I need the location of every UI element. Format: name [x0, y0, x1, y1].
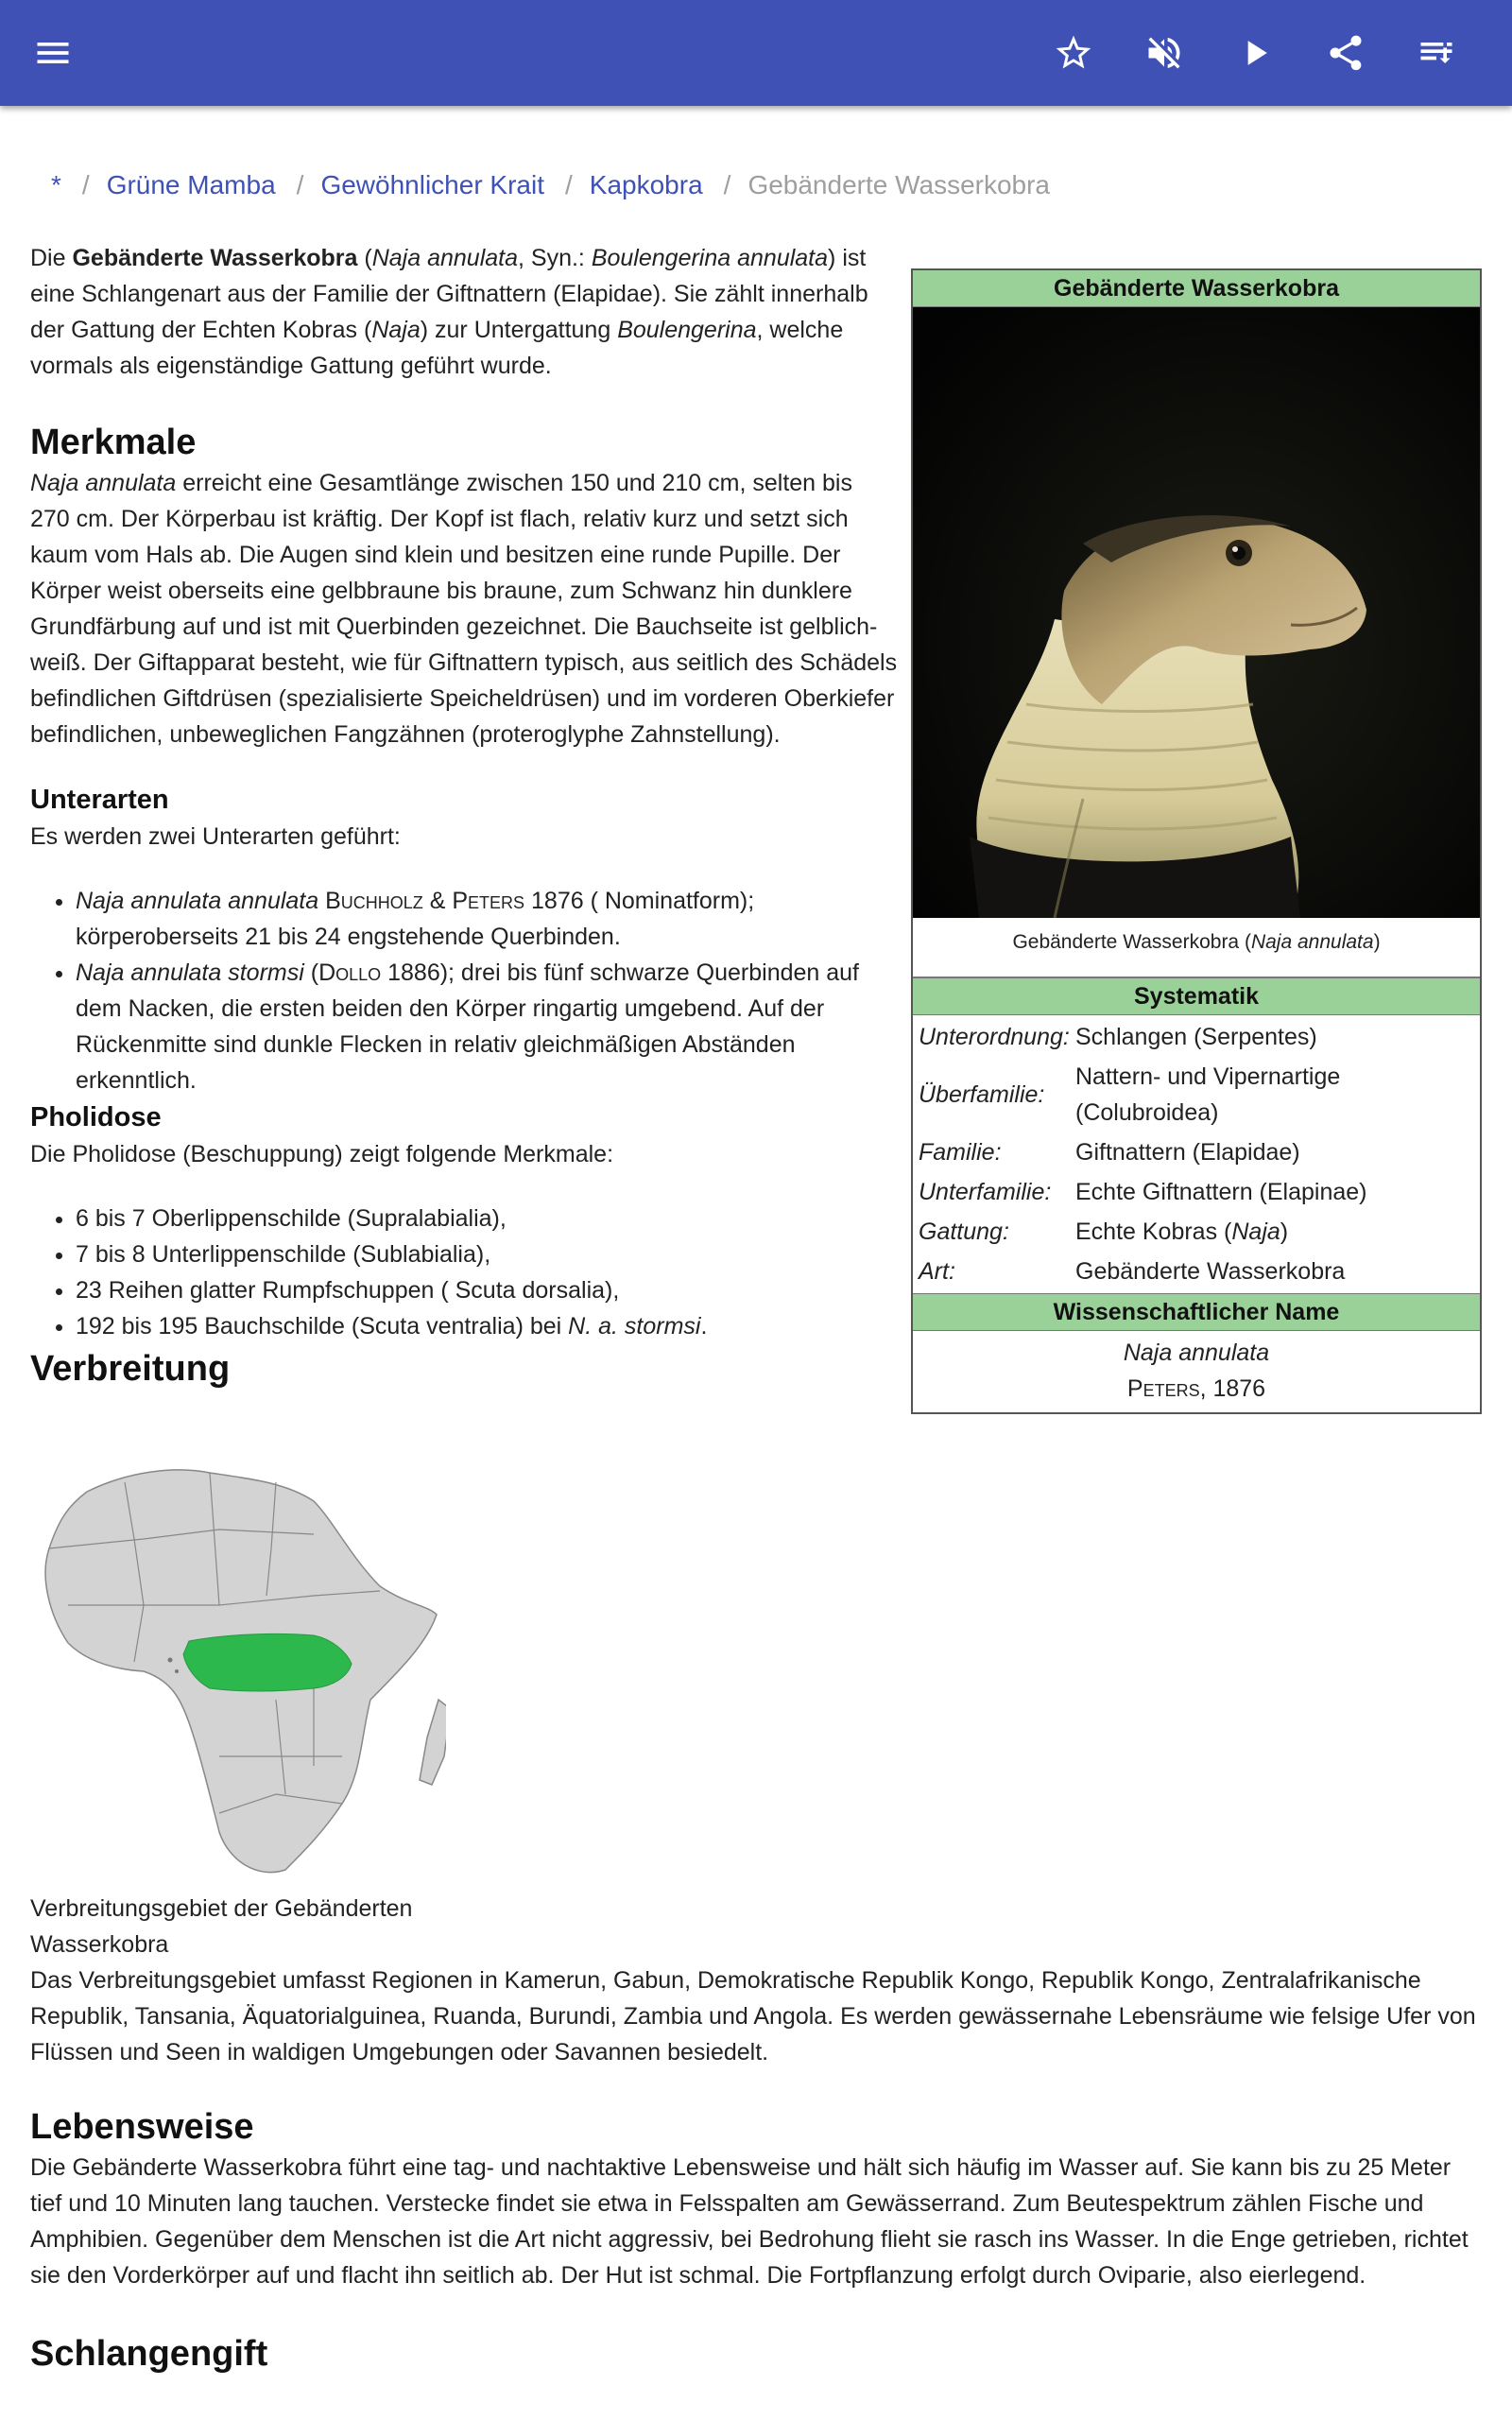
heading-lebensweise: Lebensweise — [30, 2107, 254, 2147]
distribution-map — [30, 1454, 446, 1889]
pholidose-intro: Die Pholidose (Beschuppung) zeigt folgende Merkmale: — [30, 1141, 614, 1167]
infobox — [911, 268, 1482, 1414]
taxonomy-row: Familie: Giftnattern (Elapidae) — [919, 1139, 1300, 1166]
heading-pholidose: Pholidose — [30, 1102, 162, 1132]
share-icon — [1325, 32, 1366, 74]
infobox-systematik-heading: Systematik — [913, 977, 1480, 1015]
heading-schlangengift: Schlangengift — [30, 2334, 268, 2374]
taxonomy-table — [913, 1015, 1480, 1293]
lebensweise-paragraph: Die Gebänderte Wasserkobra führt eine tag- und nachtaktive Lebensweise und hält sich häufig im Wasser auf. Sie kann bis zu 25 Meter tief und 10 Minuten lang tauchen. Verstecke findet sie etwa in Felsspalten am Gewässerrand. Zum Beutespektrum zählen Fische und Amphibien. Gegenüber dem Menschen ist die Art nicht aggressiv, bei Bedrohung flieht sie rasch ins Wasser. In die Enge getrieben, richtet sie den Vorderkörper auf und flacht ihn seitlich ab. Der Hut ist schmal. Die Fortpflanzung erfolgt durch Oviparie, also eierlegend. — [30, 2154, 1469, 2289]
list-item: • 6 bis 7 Oberlippenschilde (Supralabialia), — [76, 1201, 898, 1236]
menu-button[interactable] — [23, 23, 83, 83]
list-item: • Naja annulata stormsi (Dollo 1886); drei bis fünf schwarze Querbinden auf dem Nacken, die ersten beiden den Körper ringartig umgebend. Auf der Rückenmitte sind dunkle Flecken in relativ gleichmäßigen Abständen erkenntlich. — [76, 955, 898, 1098]
breadcrumb-item-gruene-mamba[interactable]: Grüne Mamba — [106, 170, 276, 199]
unterarten-list — [30, 883, 898, 1098]
breadcrumb-item-krait[interactable]: Gewöhnlicher Krait — [320, 170, 544, 199]
star-outline-icon — [1053, 32, 1094, 74]
playlist-icon — [1416, 32, 1457, 74]
taxonomy-row: Gattung: Echte Kobras (Naja) — [919, 1219, 1289, 1245]
lebensweise-section — [30, 2104, 1486, 2377]
pholidose-list — [30, 1201, 898, 1344]
snake-photo — [913, 307, 1480, 918]
breadcrumb-item-kapkobra[interactable]: Kapkobra — [589, 170, 703, 199]
intro-paragraph: Die Gebänderte Wasserkobra (Naja annulata, Syn.: Boulengerina annulata) ist eine Schlangenart aus der Familie der Giftnattern (Elapidae). Sie zählt innerhalb der Gattung der Echten Kobras (Naja) zur Untergattung Boulengerina, welche vormals als eigenständige Gattung geführt wurde. — [30, 245, 868, 379]
map-caption: Verbreitungsgebiet der Gebänderten Wasserkobra — [30, 1895, 413, 1958]
favorite-button[interactable] — [1043, 23, 1104, 83]
play-icon — [1234, 32, 1276, 74]
taxonomy-row: Unterordnung: Schlangen (Serpentes) — [919, 1024, 1317, 1050]
cobra-image — [913, 307, 1480, 918]
heading-merkmale: Merkmale — [30, 423, 197, 462]
mute-button[interactable] — [1134, 23, 1194, 83]
taxonomy-row: Unterfamilie: Echte Giftnattern (Elapinae) — [919, 1179, 1367, 1205]
contents-button[interactable] — [1406, 23, 1467, 83]
article-body — [30, 240, 898, 1392]
infobox-sci-name-heading: Wissenschaftlicher Name — [913, 1293, 1480, 1331]
heading-verbreitung: Verbreitung — [30, 1349, 231, 1389]
breadcrumb: * / Grüne Mamba / Gewöhnlicher Krait / Kapkobra / Gebänderte Wasserkobra — [51, 170, 1051, 199]
list-item: • Naja annulata annulata Buchholz & Peters 1876 ( Nominatform); körperoberseits 21 bis 24 engstehende Querbinden. — [76, 883, 898, 955]
merkmale-paragraph: Naja annulata erreicht eine Gesamtlänge zwischen 150 und 210 cm, selten bis 270 cm. Der Körperbau ist kräftig. Der Kopf ist flach, relativ kurz und setzt sich kaum vom Hals ab. Die Augen sind klein und besitzen eine runde Pupille. Der Körper weist oberseits eine gelbbraune bis braune, zum Schwanz hin dunklere Grundfärbung auf und ist mit Querbinden gezeichnet. Die Bauchseite ist gelblich-weiß. Der Giftapparat besteht, wie für Giftnattern typisch, aus seitlich des Schädels befindlichen Giftdrüsen (spezialisierte Speicheldrüsen) und im vorderen Oberkiefer befindlichen, unbeweglichen Fangzähnen (proteroglyphe Zahnstellung). — [30, 470, 898, 748]
unterarten-intro: Es werden zwei Unterarten geführt: — [30, 823, 401, 850]
play-button[interactable] — [1225, 23, 1285, 83]
taxonomy-row: Überfamilie: Nattern- und Vipernartige (Colubroidea) — [919, 1063, 1341, 1126]
taxonomy-row: Art: Gebänderte Wasserkobra — [919, 1258, 1346, 1285]
verbreitung-paragraph: Das Verbreitungsgebiet umfasst Regionen in Kamerun, Gabun, Demokratische Republik Kongo, Republik Kongo, Zentralafrikanische Republik, Tansania, Äquatorialguinea, Ruanda, Burundi, Zambia und Angola. Es werden gewässernahe Lebensräume wie felsige Ufer von Flüssen und Seen in waldigen Umgebungen oder Savannen besiedelt. — [30, 1967, 1476, 2066]
infobox-title: Gebänderte Wasserkobra — [913, 270, 1480, 307]
share-button[interactable] — [1315, 23, 1376, 83]
list-item: • 7 bis 8 Unterlippenschilde (Sublabialia), — [76, 1236, 898, 1272]
photo-caption: Gebänderte Wasserkobra (Naja annulata) — [913, 918, 1480, 977]
volume-off-icon — [1143, 32, 1185, 74]
app-bar — [0, 0, 1512, 106]
list-item: • 192 bis 195 Bauchschilde (Scuta ventralia) bei N. a. stormsi. — [76, 1308, 898, 1344]
heading-unterarten: Unterarten — [30, 785, 169, 815]
breadcrumb-home[interactable]: * — [51, 170, 61, 199]
africa-map — [30, 1454, 446, 1889]
breadcrumb-current: Gebänderte Wasserkobra — [747, 170, 1051, 199]
menu-icon — [32, 32, 74, 74]
list-item: • 23 Reihen glatter Rumpfschuppen ( Scuta dorsalia), — [76, 1272, 898, 1308]
scientific-name: Naja annulata Peters, 1876 — [1123, 1340, 1270, 1402]
